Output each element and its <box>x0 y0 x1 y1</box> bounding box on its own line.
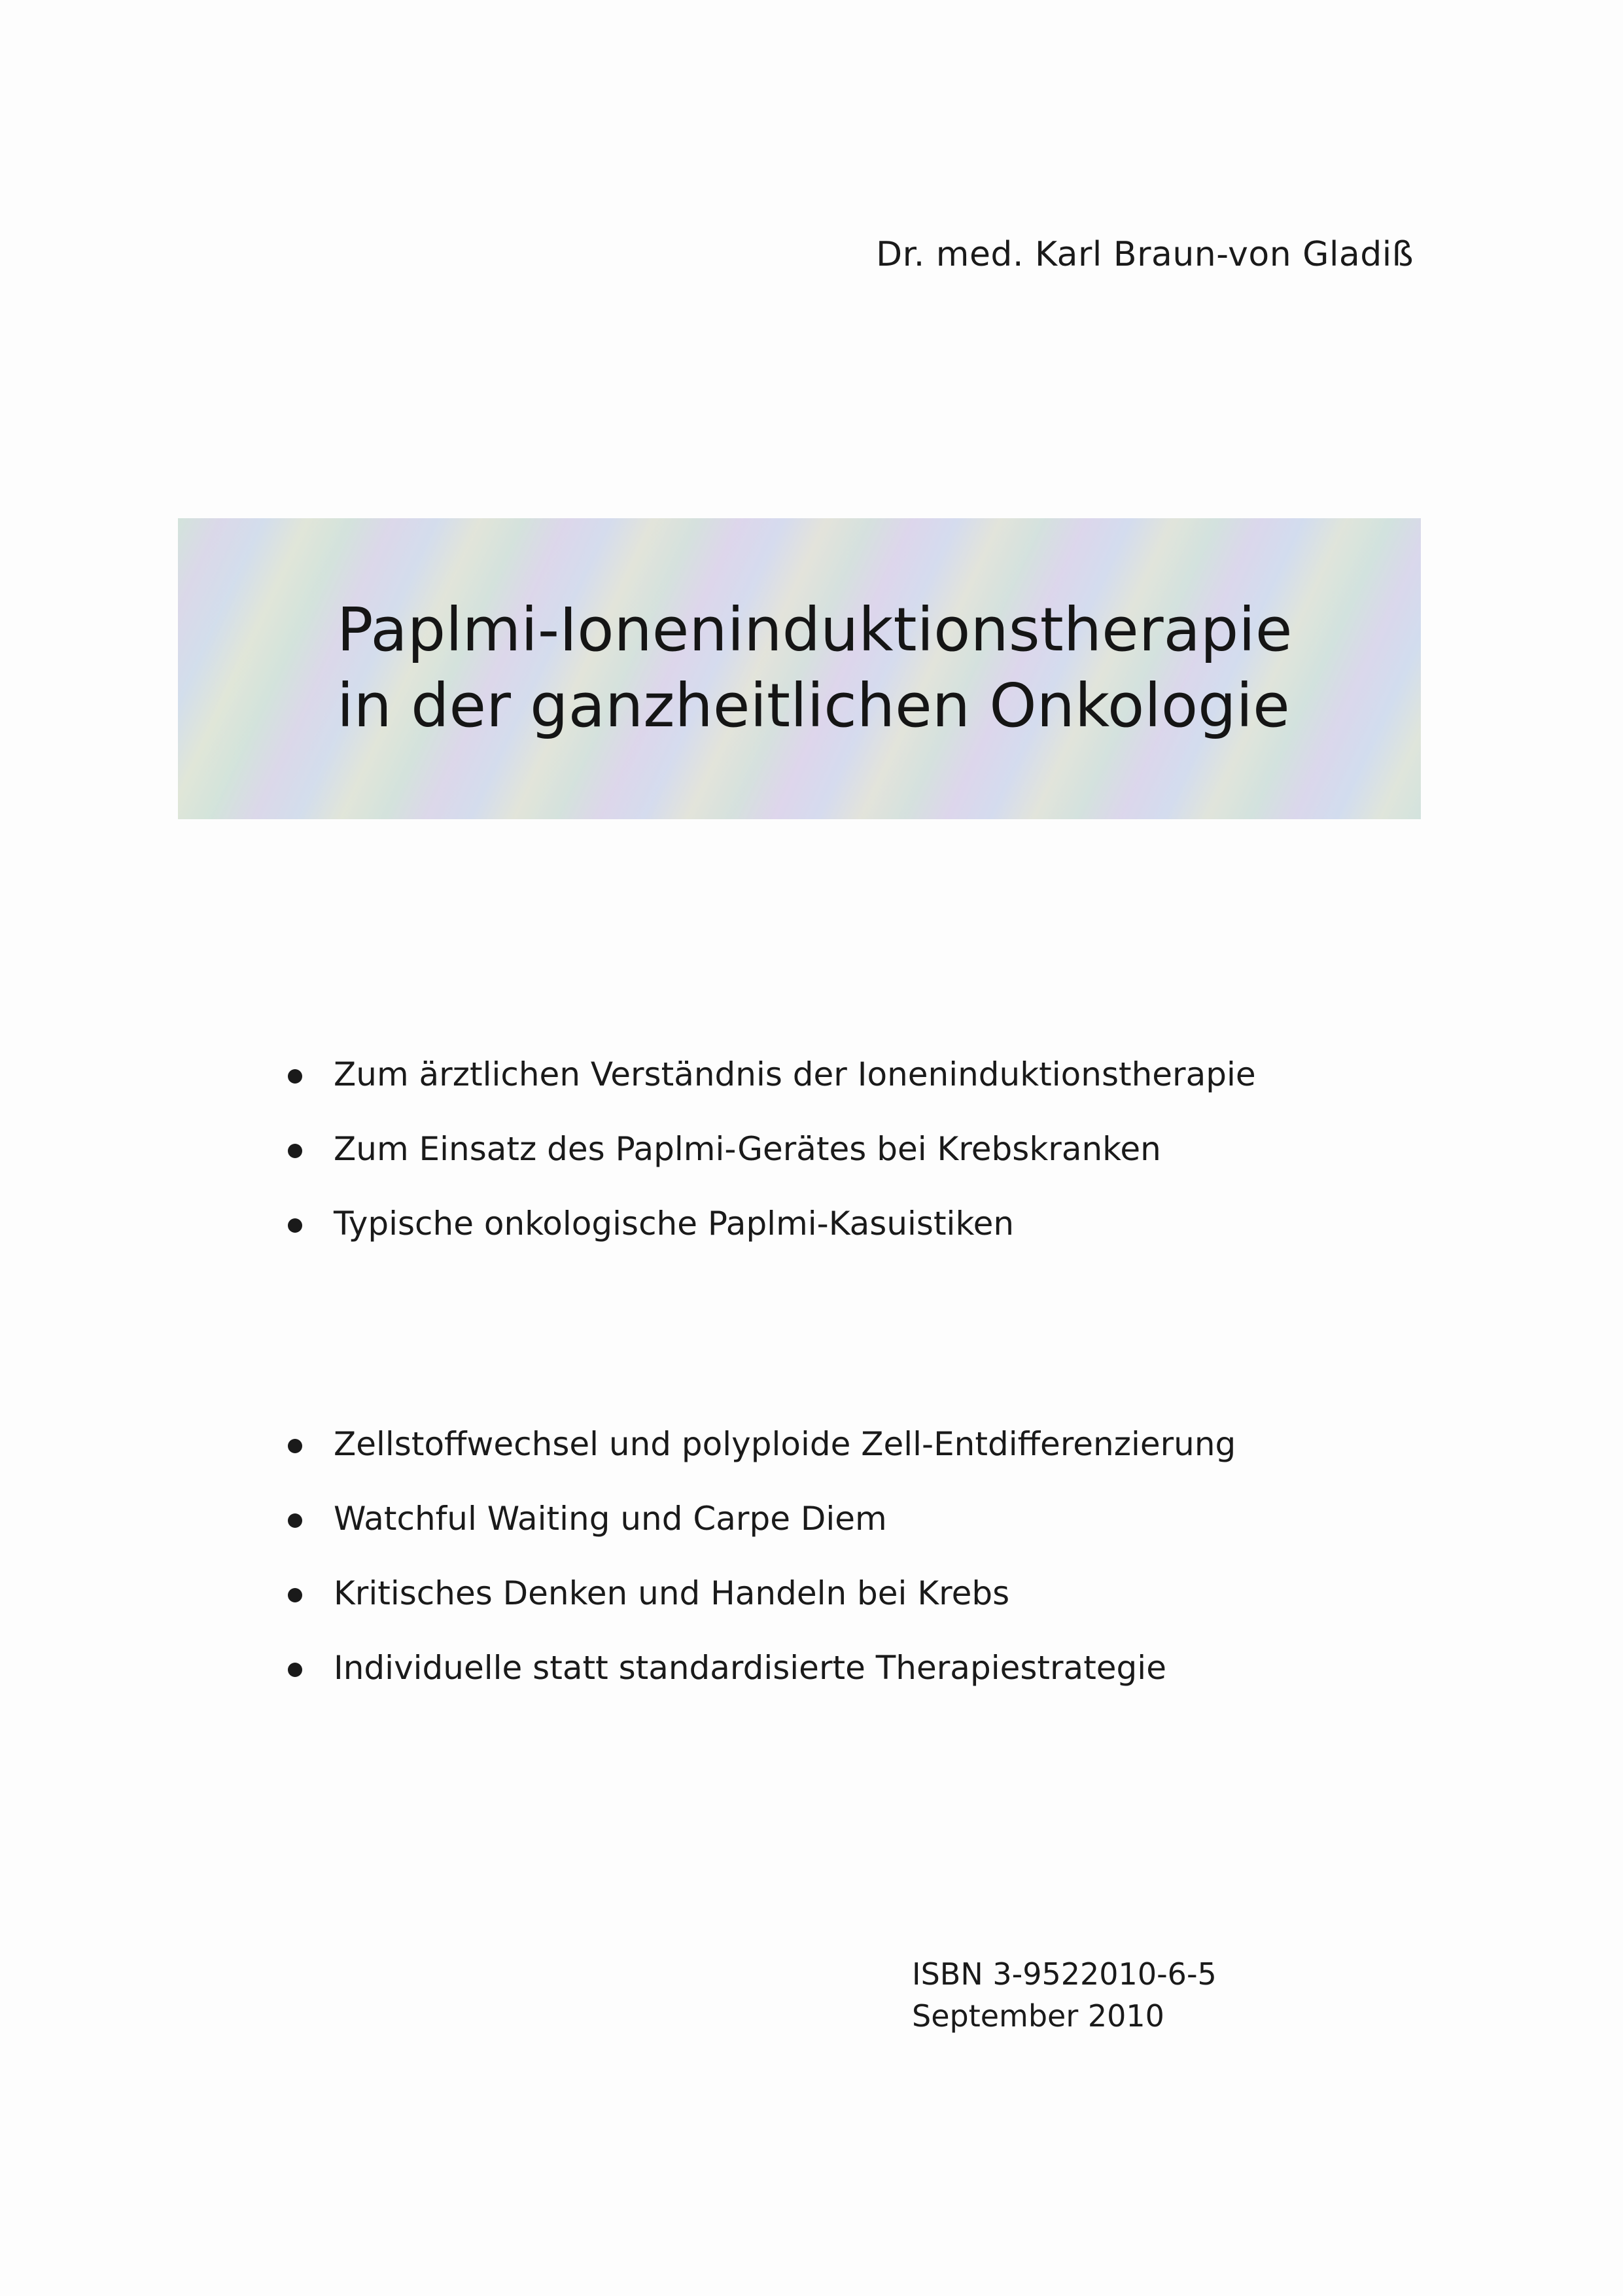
list-item: Individuelle statt standardisierte Therapiestrategie <box>288 1631 1236 1705</box>
title-line-2: in der ganzheitlichen Onkologie <box>337 671 1290 741</box>
list-item: Watchful Waiting und Carpe Diem <box>288 1481 1236 1556</box>
list-item: Zum Einsatz des Paplmi-Gerätes bei Krebskranken <box>288 1112 1256 1186</box>
document-title <box>337 592 1292 744</box>
list-item: Zellstoffwechsel und polyploide Zell-Entdifferenzierung <box>288 1407 1236 1481</box>
list-item: Kritisches Denken und Handeln bei Krebs <box>288 1556 1236 1631</box>
isbn: ISBN 3-9522010-6-5 <box>912 1956 1217 1992</box>
author-name: Dr. med. Karl Braun-von Gladiß <box>876 235 1414 274</box>
publication-info <box>912 1953 1217 2037</box>
topic-list-secondary <box>288 1407 1236 1705</box>
list-item: Zum ärztlichen Verständnis der Ioneninduktionstherapie <box>288 1037 1256 1112</box>
topic-list-primary <box>288 1037 1256 1261</box>
title-line-1: Paplmi-Ioneninduktionstherapie <box>337 595 1293 665</box>
list-item: Typische onkologische Paplmi-Kasuistiken <box>288 1186 1256 1261</box>
publication-date: September 2010 <box>912 1998 1164 2034</box>
